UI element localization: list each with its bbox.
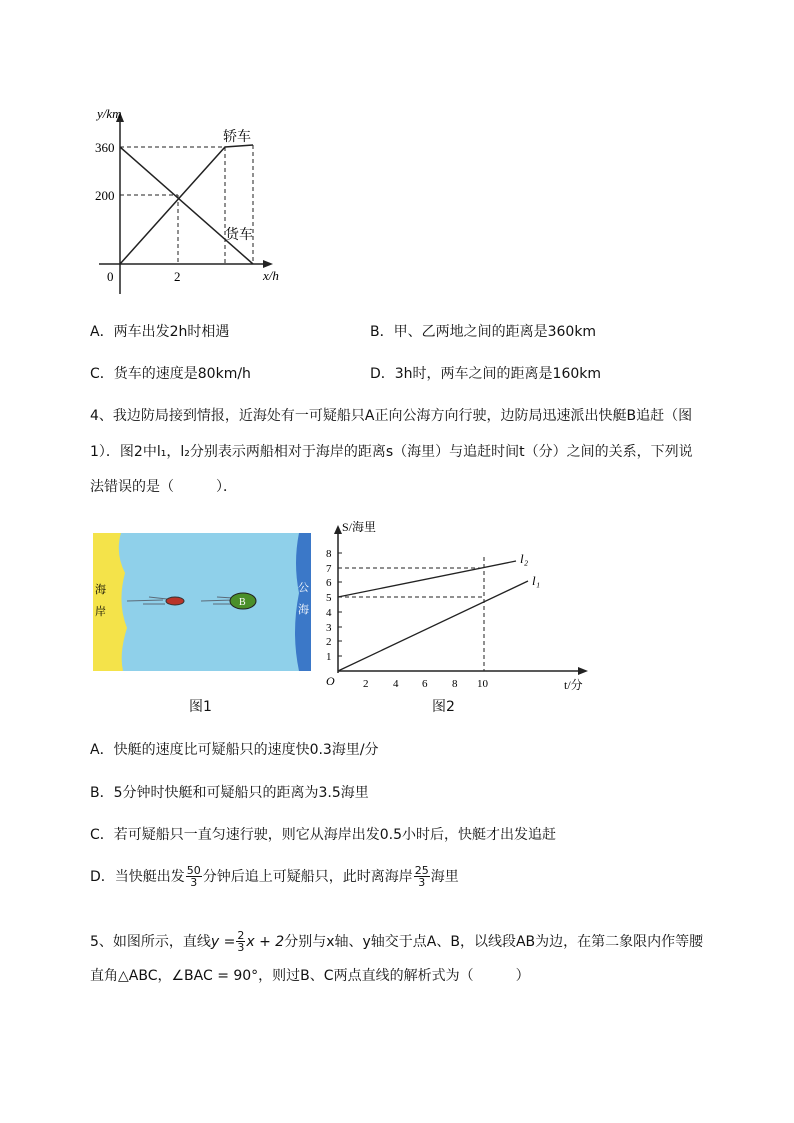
x-tick-6: 6 — [422, 678, 428, 690]
y-tick-6: 6 — [326, 577, 332, 589]
q5-fraction — [236, 930, 245, 953]
x-tick-10: 10 — [477, 678, 488, 690]
q4-option-d-post: 海里 — [430, 868, 459, 885]
x-axis-arrow — [578, 667, 588, 675]
q4-option-d-fraction-2 — [414, 865, 430, 888]
line-l1 — [338, 581, 528, 671]
q4-option-d-mid: 分钟后追上可疑船只，此时离海岸 — [202, 868, 413, 885]
l2-label: l₂ — [520, 551, 529, 566]
x-axis-arrow — [263, 260, 273, 268]
y-tick-3: 3 — [326, 622, 332, 634]
l1-label: l₁ — [532, 573, 541, 588]
q4-sea-scene-figure — [93, 533, 311, 671]
y-tick-360: 360 — [95, 140, 115, 155]
y-axis-label: S/海里 — [342, 520, 377, 534]
sea-label-2: 海 — [298, 604, 309, 616]
fraction-1-denominator: 3 — [190, 876, 198, 889]
q3-option-d: D．3h时，两车之间的距离是160km — [370, 366, 602, 382]
y-tick-4: 4 — [326, 607, 332, 619]
fraction-2-numerator: 25 — [414, 864, 429, 877]
q3-option-b: B．甲、乙两地之间的距离是360km — [370, 324, 597, 340]
open-sea-area — [295, 533, 311, 671]
y-tick-7: 7 — [326, 563, 332, 575]
boat-a — [166, 597, 184, 605]
q5-fraction-numerator: 2 — [237, 929, 245, 942]
y-axis-label: y/km — [97, 106, 122, 121]
x-axis-label: x/h — [263, 268, 279, 283]
truck-line — [120, 147, 253, 264]
q4-option-d-fraction-1 — [186, 865, 202, 888]
q3-distance-time-graph — [95, 100, 295, 300]
q3-option-a: A．两车出发2h时相遇 — [90, 324, 230, 340]
x-tick-4: 4 — [393, 678, 399, 690]
x-tick-8: 8 — [452, 678, 458, 690]
y-axis-arrow — [334, 525, 342, 534]
sea-label-1: 公 — [298, 582, 309, 594]
y-tick-1: 1 — [326, 651, 332, 663]
q5-pre: 5、如图所示，直线 — [90, 933, 211, 950]
q4-fig1-caption: 图1 — [189, 699, 212, 715]
sea-area — [93, 533, 311, 671]
q5-y-eq: y = — [210, 933, 236, 950]
truck-label: 货车 — [225, 228, 253, 243]
q5-eq-tail: x + 2 — [246, 933, 285, 950]
x-tick-2: 2 — [174, 269, 181, 284]
x-axis-label: t/分 — [564, 678, 583, 692]
y-tick-2: 2 — [326, 636, 332, 648]
q5-fraction-denominator: 3 — [237, 941, 245, 954]
q4-stem-line2: 1）．图2中l₁，l₂分别表示两船相对于海岸的距离s（海里）与追赶时间t（分）之间的关系，下列说 — [90, 444, 693, 460]
q4-option-d — [90, 865, 459, 888]
q3-option-c: C．货车的速度是80km/h — [90, 366, 251, 382]
q5-stem-line1 — [90, 930, 703, 953]
shore-label-2: 岸 — [95, 606, 106, 618]
fraction-1-numerator: 50 — [186, 864, 201, 877]
y-tick-200: 200 — [95, 188, 115, 203]
y-tick-8: 8 — [326, 548, 332, 560]
shore-label-1: 海 — [95, 584, 106, 596]
q4-stem-line3: 法错误的是（ ）． — [90, 479, 237, 495]
q4-stem-line1: 4、我边防局接到情报，近海处有一可疑船只A正向公海方向行驶，边防局迅速派出快艇B追赶（图 — [90, 408, 693, 424]
q5-rest1: 分别与x轴、y轴交于点A、B，以线段AB为边，在第二象限内作等腰 — [284, 933, 704, 950]
q4-option-d-pre: D．当快艇出发 — [90, 868, 185, 885]
boat-b-label: B — [239, 597, 246, 608]
car-label: 轿车 — [223, 130, 251, 145]
q4-option-c: C．若可疑船只一直匀速行驶，则它从海岸出发0.5小时后，快艇才出发追赶 — [90, 827, 557, 843]
q5-stem-line2: 直角△ABC，∠BAC = 90°，则过B、C两点直线的解析式为（ ） — [90, 968, 530, 984]
line-l2 — [338, 561, 516, 597]
y-tick-5: 5 — [326, 592, 332, 604]
fraction-2-denominator: 3 — [418, 876, 426, 889]
q4-fig2-caption: 图2 — [432, 699, 455, 715]
q4-option-b: B．5分钟时快艇和可疑船只的距离为3.5海里 — [90, 785, 369, 801]
origin-label: 0 — [107, 269, 114, 284]
q4-distance-graph — [312, 517, 602, 697]
origin-label: O — [326, 674, 335, 688]
q4-option-a: A．快艇的速度比可疑船只的速度快0.3海里/分 — [90, 742, 379, 758]
x-tick-2: 2 — [363, 678, 369, 690]
